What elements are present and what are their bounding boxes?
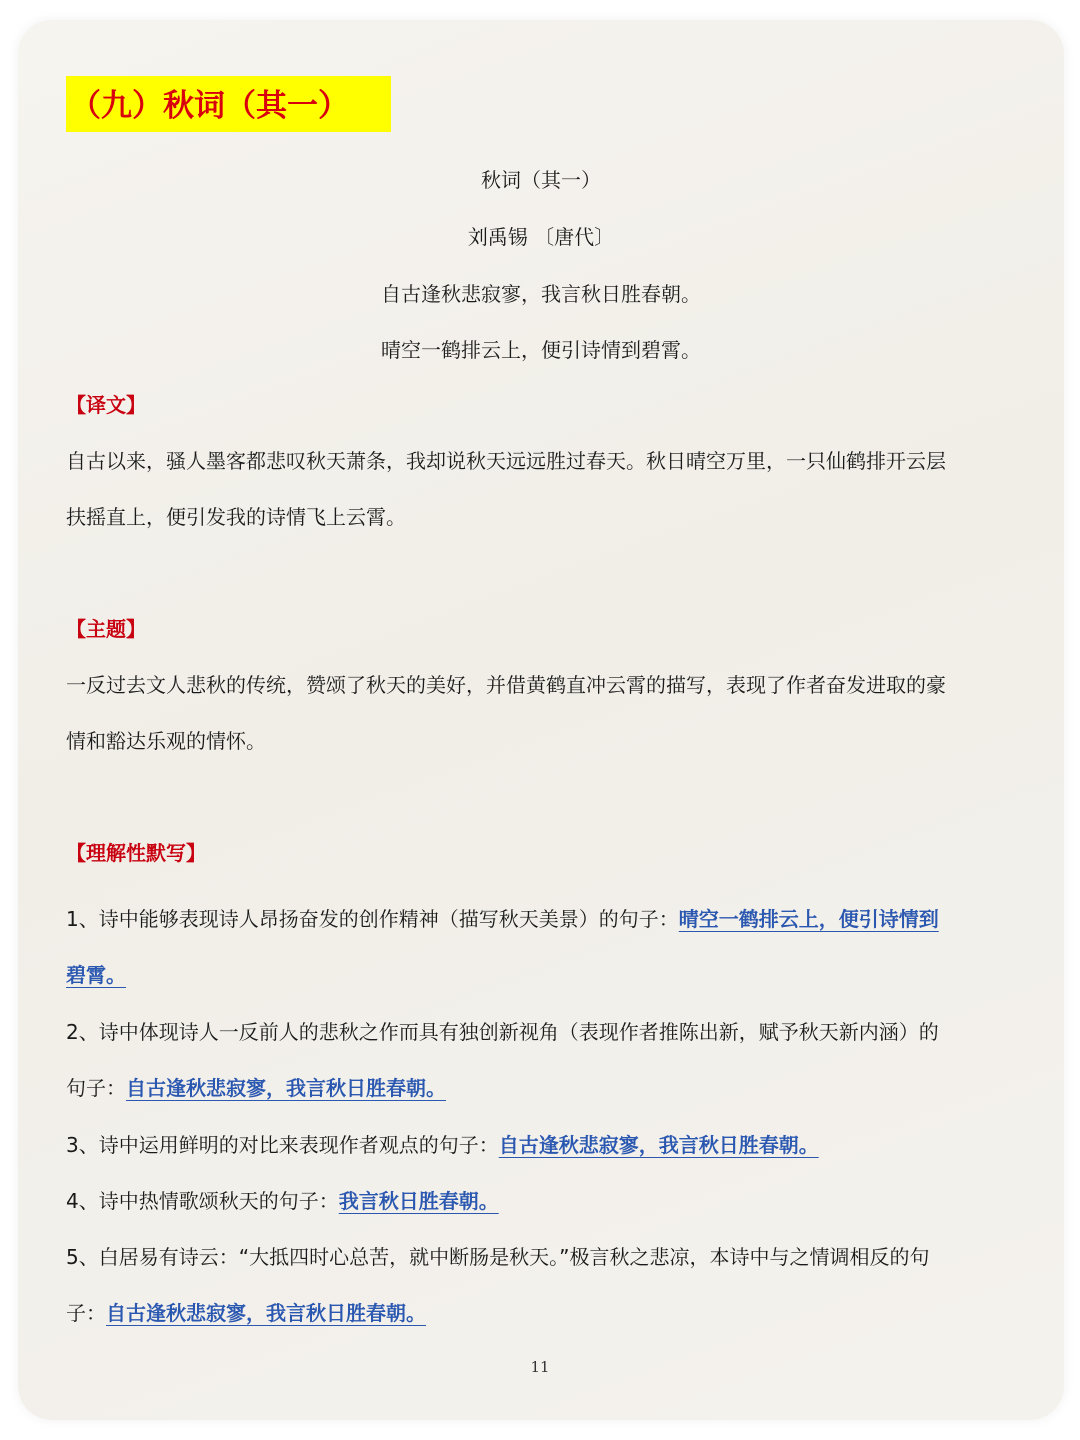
translation-heading: 【译文】 — [66, 393, 146, 417]
answer-text: 自古逢秋悲寂寥，我言秋日胜春朝。 — [126, 1076, 446, 1100]
question-text: 4、诗中热情歌颂秋天的句子： — [66, 1189, 339, 1213]
question-text: 2、诗中体现诗人一反前人的悲秋之作而具有独创新视角（表现作者推陈出新，赋予秋天新内涵）的 — [66, 1020, 939, 1044]
theme-text — [66, 670, 1018, 782]
poem-line-2: 晴空一鹤排云上，便引诗情到碧霄。 — [381, 338, 701, 362]
translation-text — [66, 446, 1018, 558]
question-text: 句子： — [66, 1076, 126, 1100]
dictation-heading: 【理解性默写】 — [66, 841, 206, 865]
poem-line-1: 自古逢秋悲寂寥，我言秋日胜春朝。 — [381, 282, 701, 306]
poem-title: 秋词（其一） — [481, 168, 601, 192]
dictation-item-1 — [66, 904, 1018, 1016]
question-text: 1、诗中能够表现诗人昂扬奋发的创作精神（描写秋天美景）的句子： — [66, 907, 679, 931]
translation-line-1: 自古以来，骚人墨客都悲叹秋天萧条，我却说秋天远远胜过春天。秋日晴空万里，一只仙鹤排开云层 — [66, 449, 946, 473]
poem-author: 刘禹锡 〔唐代〕 — [467, 225, 615, 249]
question-text: 5、白居易有诗云：“大抵四时心总苦，就中断肠是秋天。”极言秋之悲凉，本诗中与之情调相反的句 — [66, 1245, 930, 1269]
section-title: （九）秋词（其一） — [70, 88, 349, 124]
answer-text: 晴空一鹤排云上，便引诗情到 — [678, 907, 939, 931]
question-text: 子： — [66, 1301, 106, 1325]
translation-line-2: 扶摇直上，便引发我的诗情飞上云霄。 — [66, 505, 406, 529]
theme-line-1: 一反过去文人悲秋的传统，赞颂了秋天的美好，并借黄鹤直冲云霄的描写，表现了作者奋发进取的豪 — [66, 673, 946, 697]
answer-text: 碧霄。 — [66, 963, 126, 987]
dictation-item-2 — [66, 1017, 1018, 1129]
dictation-item-3 — [66, 1130, 1018, 1186]
question-text: 3、诗中运用鲜明的对比来表现作者观点的句子： — [66, 1133, 499, 1157]
answer-text: 自古逢秋悲寂寥，我言秋日胜春朝。 — [498, 1133, 819, 1157]
dictation-item-4 — [66, 1186, 1018, 1242]
answer-text: 我言秋日胜春朝。 — [338, 1189, 499, 1213]
theme-heading: 【主题】 — [66, 617, 146, 641]
dictation-item-5 — [66, 1242, 1018, 1354]
answer-text: 自古逢秋悲寂寥，我言秋日胜春朝。 — [106, 1301, 426, 1325]
page-number: 11 — [530, 1358, 550, 1376]
theme-line-2: 情和豁达乐观的情怀。 — [66, 729, 266, 753]
